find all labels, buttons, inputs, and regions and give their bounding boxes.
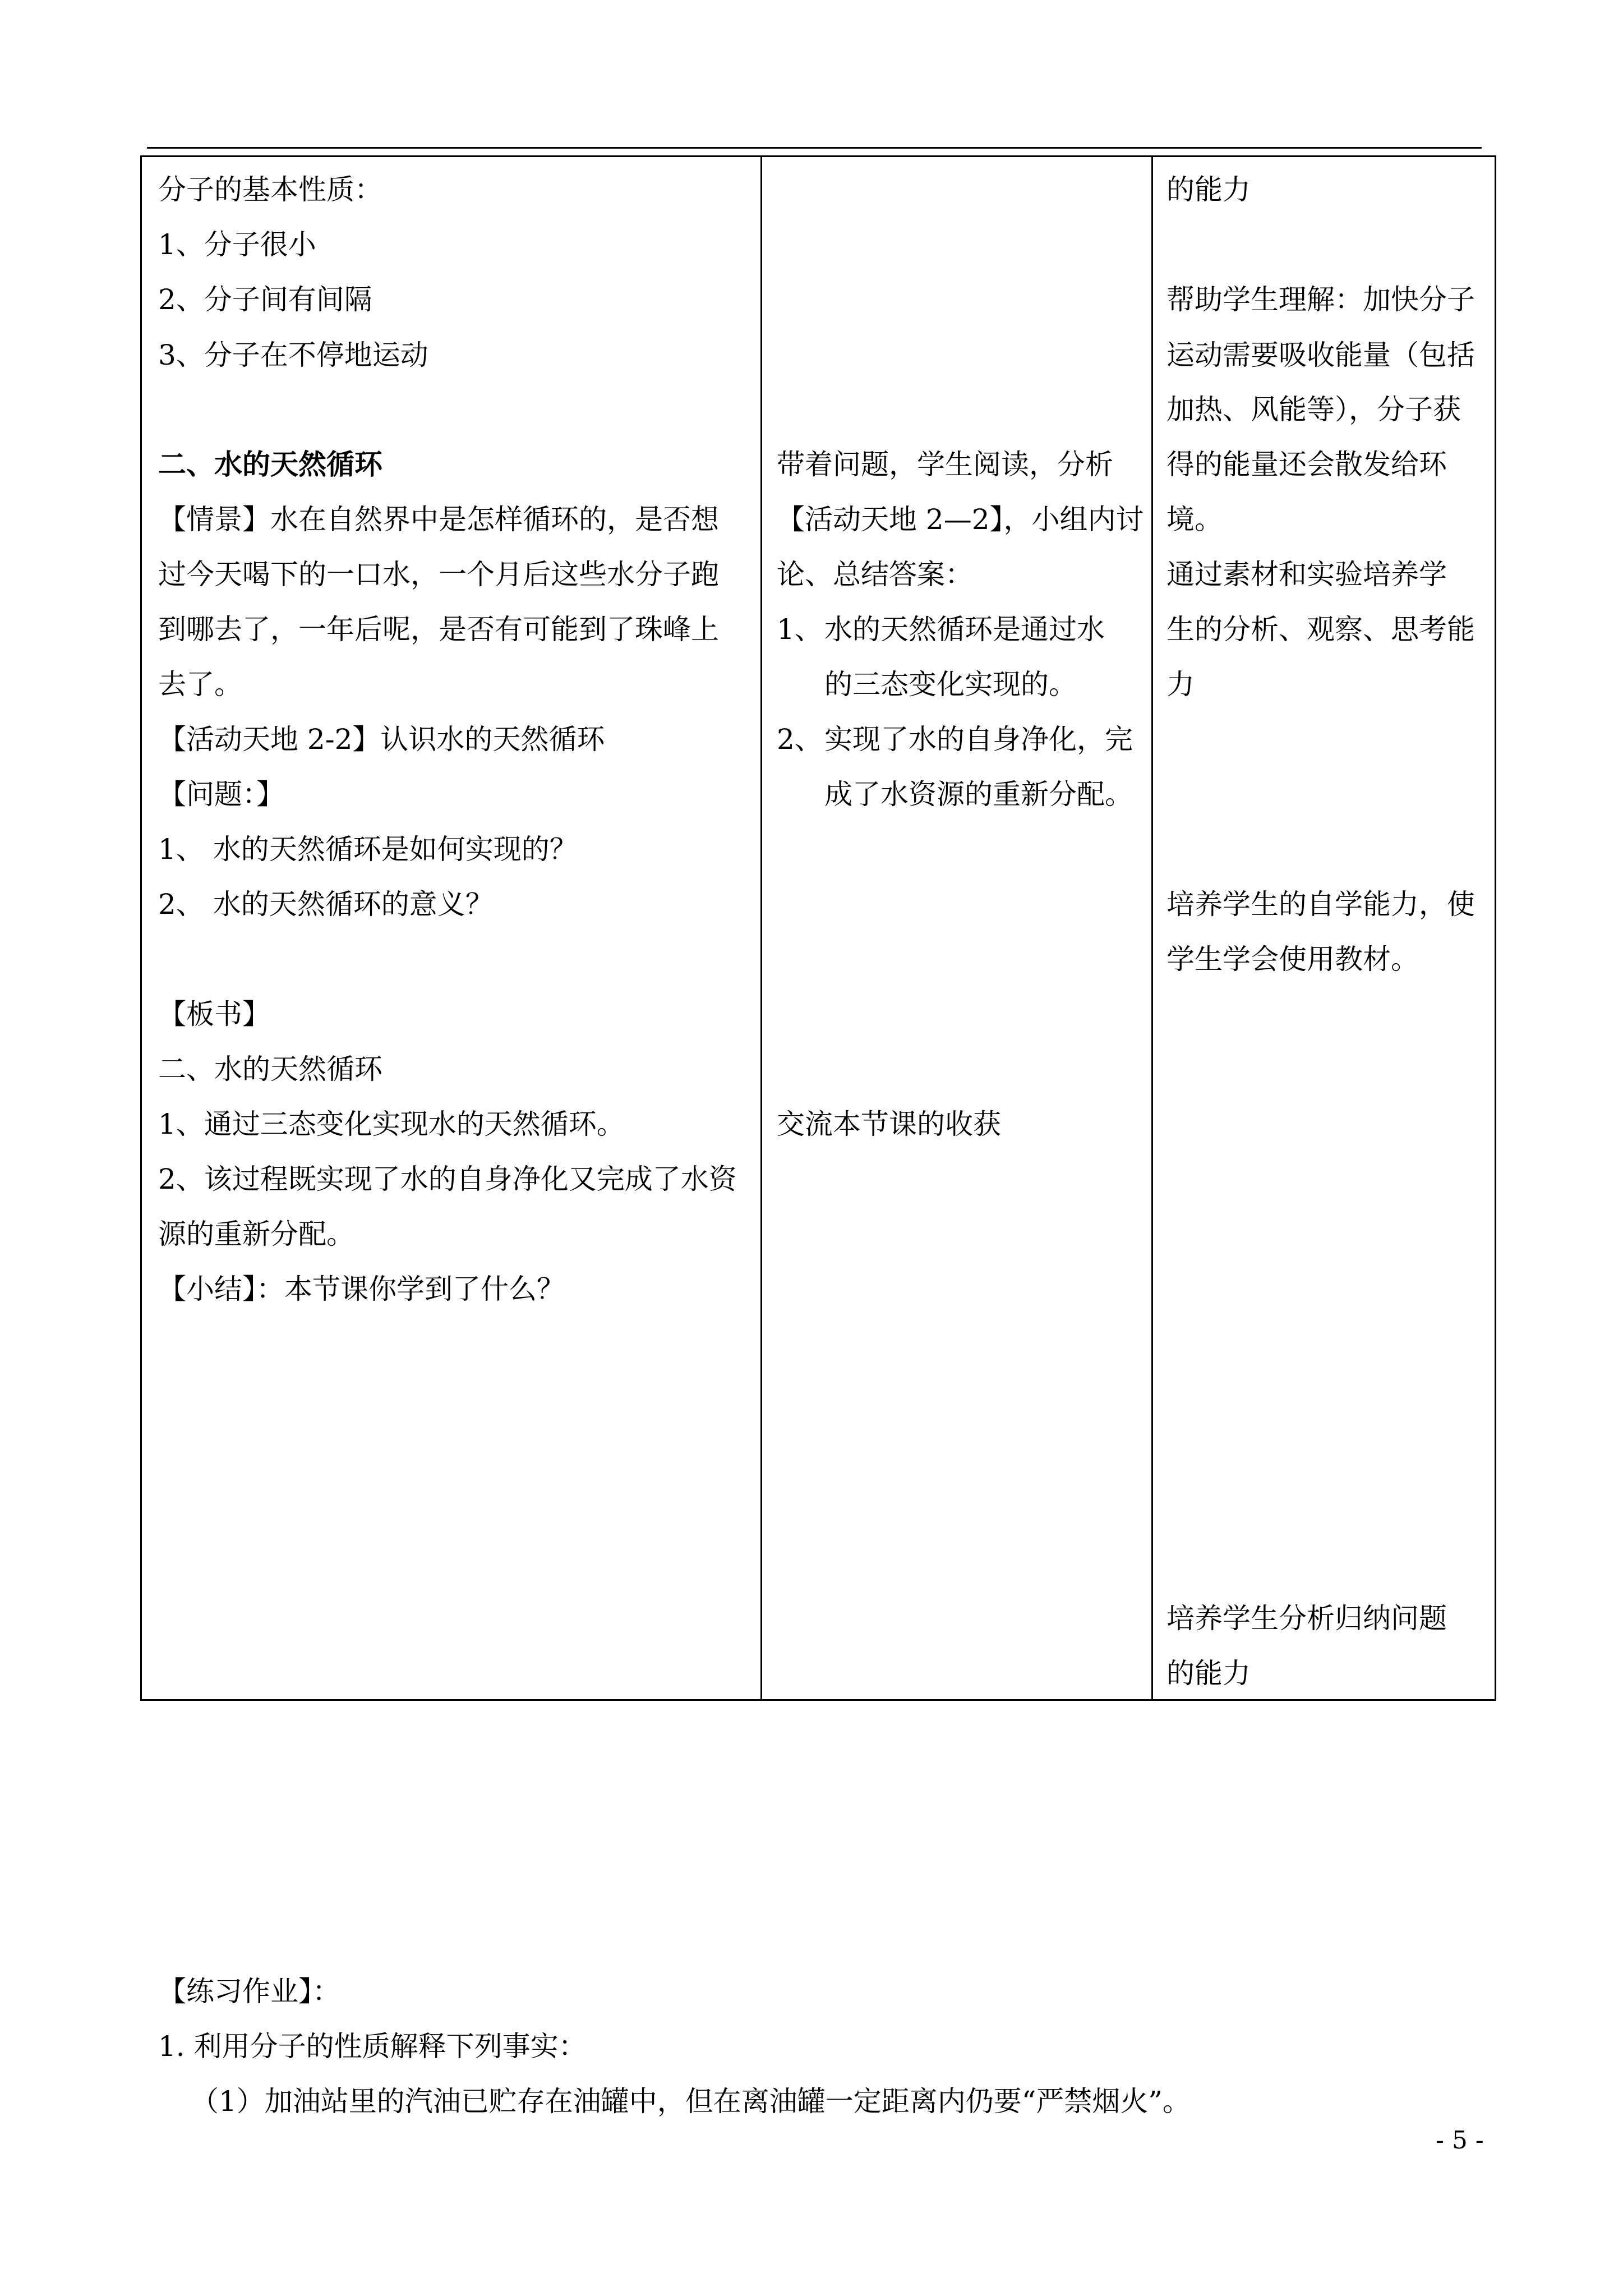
left-line: 2、该过程既实现了水的自身净化又完成了水资 <box>158 1163 737 1195</box>
list-number: 2、 <box>777 723 823 756</box>
middle-line: 【活动天地 2—2】，小组内讨 <box>777 503 1144 536</box>
right-line: 学生学会使用教材。 <box>1166 943 1419 976</box>
right-line: 帮助学生理解：加快分子 <box>1166 283 1475 316</box>
left-line: 【板书】 <box>158 998 270 1030</box>
left-line: 去了。 <box>158 668 242 701</box>
list-number: 1、 <box>777 613 823 646</box>
left-line: 2、 水的天然循环的意义？ <box>158 888 494 921</box>
middle-line: 水的天然循环是通过水 <box>824 613 1105 646</box>
middle-line: 实现了水的自身净化，完 <box>824 723 1133 756</box>
left-line: 【活动天地 2-2】认识水的天然循环 <box>158 723 605 756</box>
homework-heading: 【练习作业】： <box>158 1975 340 2008</box>
page-number: - 5 - <box>1436 2126 1484 2155</box>
right-line: 培养学生的自学能力，使 <box>1166 888 1475 921</box>
section-heading: 二、水的天然循环 <box>158 448 382 481</box>
middle-line: 论、总结答案： <box>777 558 973 591</box>
left-line: 到哪去了，一年后呢，是否有可能到了珠峰上 <box>158 613 719 646</box>
right-line: 运动需要吸收能量（包括 <box>1166 339 1475 371</box>
left-line: 过今天喝下的一口水，一个月后这些水分子跑 <box>158 558 719 591</box>
column-divider-2 <box>1151 157 1153 1699</box>
right-line: 加热、风能等），分子获 <box>1166 393 1461 426</box>
right-line: 得的能量还会散发给环 <box>1166 448 1447 481</box>
right-line: 生的分析、观察、思考能 <box>1166 613 1475 646</box>
left-line: 1、 水的天然循环是如何实现的？ <box>158 833 578 866</box>
right-line: 培养学生分析归纳问题 <box>1166 1602 1447 1635</box>
left-line: 2、分子间有间隔 <box>158 283 372 316</box>
left-line: 【小结】：本节课你学到了什么？ <box>158 1273 565 1305</box>
left-line: 源的重新分配。 <box>158 1218 354 1250</box>
right-line: 境。 <box>1166 503 1223 536</box>
left-line: 【问题：】 <box>158 778 284 811</box>
left-line: 分子的基本性质： <box>158 173 382 206</box>
right-line: 的能力 <box>1166 173 1251 206</box>
left-line: 二、水的天然循环 <box>158 1053 382 1085</box>
left-line: 3、分子在不停地运动 <box>158 339 428 371</box>
column-divider-1 <box>760 157 762 1699</box>
middle-line: 带着问题，学生阅读，分析 <box>777 448 1113 481</box>
right-line: 的能力 <box>1166 1657 1251 1690</box>
right-line: 通过素材和实验培养学 <box>1166 558 1447 591</box>
left-line: 【情景】水在自然界中是怎样循环的，是否想 <box>158 503 719 536</box>
left-line: 1、分子很小 <box>158 228 316 261</box>
right-line: 力 <box>1166 668 1195 701</box>
lesson-plan-table <box>140 155 1496 1701</box>
middle-line: 成了水资源的重新分配。 <box>824 778 1133 811</box>
middle-line: 的三态变化实现的。 <box>824 668 1077 701</box>
homework-subquestion: （1）加油站里的汽油已贮存在油罐中，但在离油罐一定距离内仍要“严禁烟火”。 <box>191 2085 1191 2118</box>
header-rule <box>147 147 1482 149</box>
middle-line: 交流本节课的收获 <box>777 1108 1001 1140</box>
left-line: 1、通过三态变化实现水的天然循环。 <box>158 1108 625 1140</box>
homework-question: 1. 利用分子的性质解释下列事实： <box>158 2030 587 2063</box>
